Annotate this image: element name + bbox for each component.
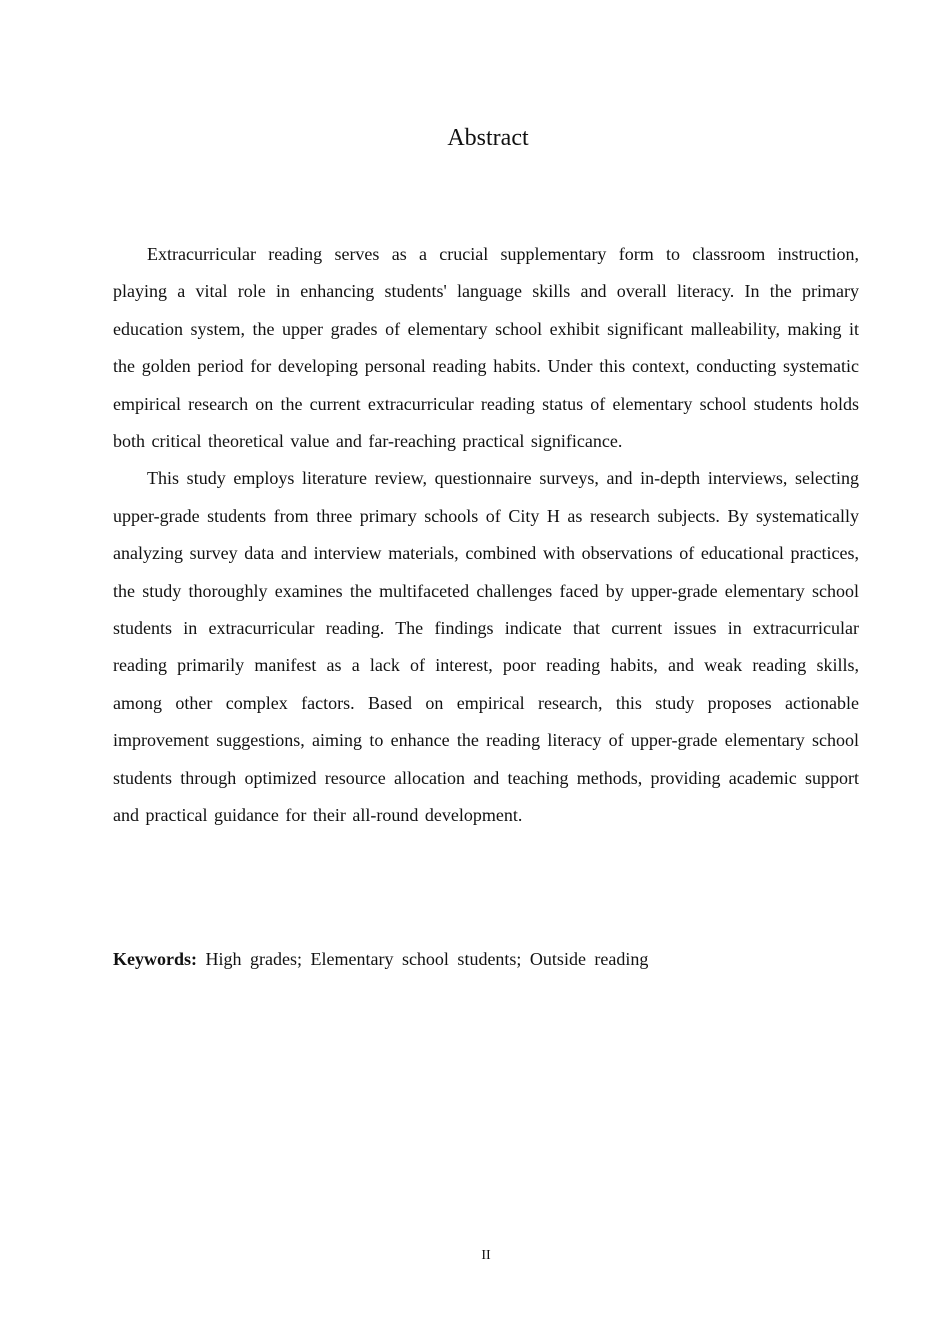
abstract-paragraph-1: Extracurricular reading serves as a crucial supplementary form to classroom instruction, playing a vital role in enhancing students' language skills and overall literacy. In the primary education system, the upper grades of elementary school exhibit significant malleability, making it the golden period for developing personal reading habits. Under this context, conducting systematic empirical research on the current extracurricular reading status of elementary school students holds both critical theoretical value and far-reaching practical significance.: [113, 244, 859, 452]
keywords-text: High grades; Elementary school students; Outside reading: [205, 949, 649, 969]
keywords-label: Keywords:: [113, 949, 197, 969]
abstract-paragraph-2: This study employs literature review, questionnaire surveys, and in-depth interviews, selecting upper-grade students from three primary schools of City H as research subjects. By systematically analyzing survey data and interview materials, combined with observations of educational practices, the study thoroughly examines the multifaceted challenges faced by upper-grade elementary school students in extracurricular reading. The findings indicate that current issues in extracurricular reading primarily manifest as a lack of interest, poor reading habits, and weak reading skills, among other complex factors. Based on empirical research, this study proposes actionable improvement suggestions, aiming to enhance the reading literacy of upper-grade elementary school students through optimized resource allocation and teaching methods, providing academic support and practical guidance for their all-round development.: [113, 468, 859, 826]
page-title: Abstract: [447, 125, 529, 151]
keywords-line: [113, 941, 859, 978]
page-number: II: [481, 1248, 491, 1263]
abstract-body: [113, 236, 859, 835]
